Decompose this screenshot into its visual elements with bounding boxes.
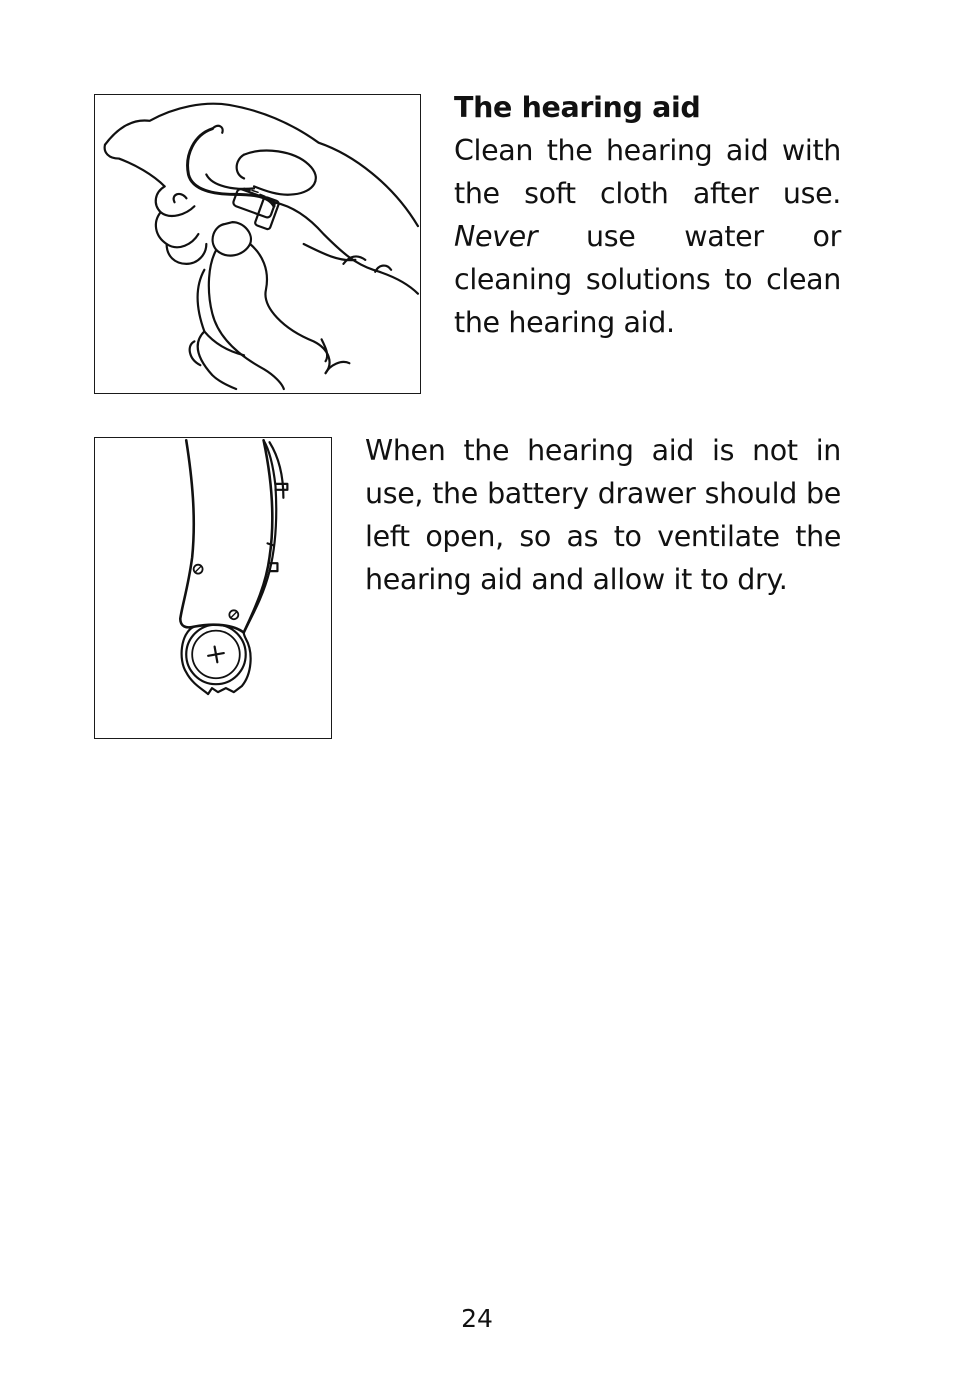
open-battery-drawer-illustration (94, 437, 332, 739)
cleaning-instructions-block (454, 86, 841, 344)
cleaning-paragraph: Clean the hearing aid with the soft cloth after use. Never use water or cleaning solutions to clean the hearing aid. (454, 134, 841, 339)
page-number: 24 (461, 1304, 493, 1333)
hands-cleaning-hearing-aid-illustration (94, 94, 421, 394)
section-title: The hearing aid (454, 91, 701, 124)
emphasis-never: Never (454, 220, 538, 253)
battery-drawer-paragraph: When the hearing aid is not in use, the battery drawer should be left open, so as to ventilate the hearing aid and allow it to dry. (365, 434, 841, 596)
